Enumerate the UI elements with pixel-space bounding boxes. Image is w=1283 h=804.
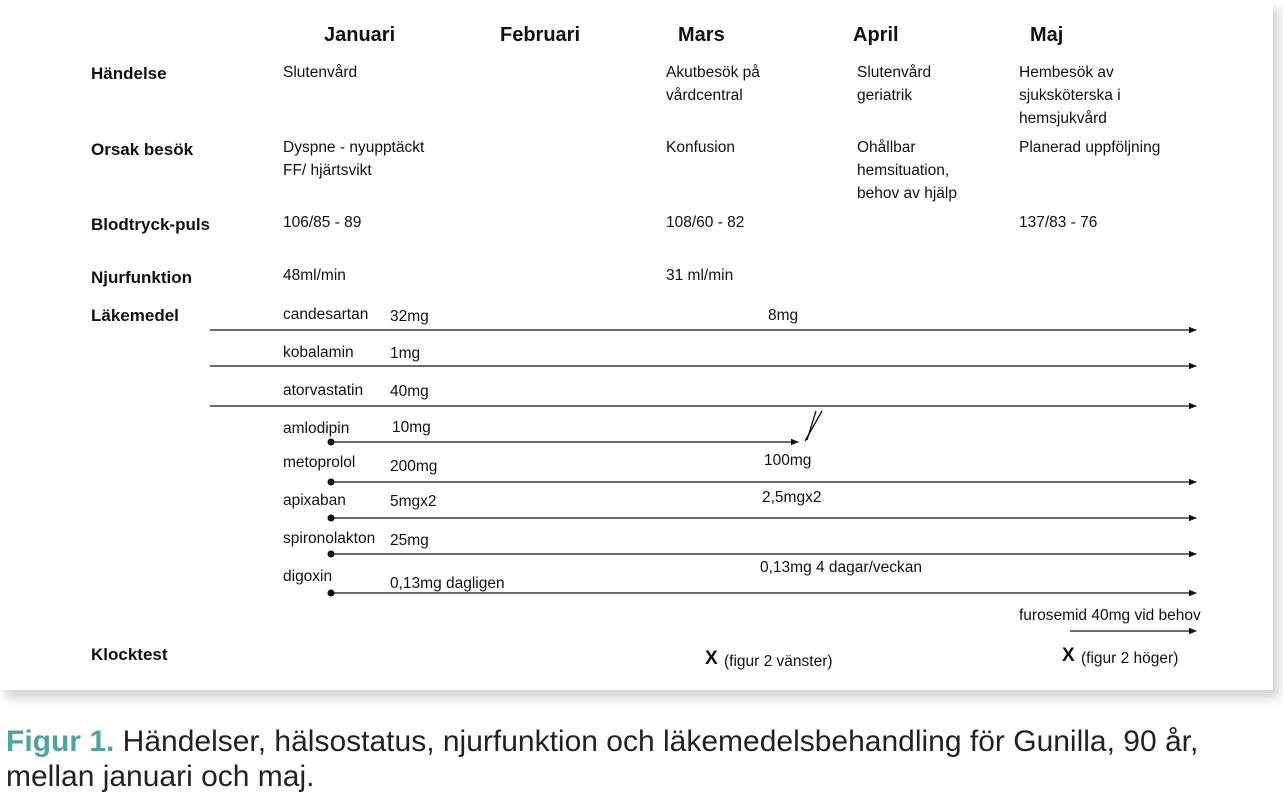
drug-name-amlodipin: amlodipin [283,420,350,437]
row-label-njurfunktion: Njurfunktion [91,268,193,287]
month-april: April [853,24,899,46]
start-dot-apixaban [328,515,335,522]
orsak-maj: Planerad uppföljning [1019,139,1161,156]
month-mars: Mars [678,24,725,46]
handelse-april: Slutenvård geriatrik [857,64,932,104]
start-dot-metoprolol [328,479,335,486]
klocktest-note-left: (figur 2 vänster) [724,653,833,670]
njurfunktion-mars: 31 ml/min [666,267,734,284]
dose-atorvastatin-1: 40mg [390,383,429,400]
month-maj: Maj [1030,24,1064,46]
row-label-klocktest: Klocktest [91,645,168,664]
handelse-januari: Slutenvård [283,64,358,81]
orsak-mars: Konfusion [666,139,735,156]
drug-name-kobalamin: kobalamin [283,344,354,361]
dose-apixaban-2: 2,5mgx2 [762,489,822,506]
row-label-handelse: Händelse [91,64,167,83]
blodtryck-januari: 106/85 - 89 [283,214,362,231]
month-februari: Februari [500,24,581,46]
stop-mark-amlodipin-2 [805,411,822,441]
orsak-januari: Dyspne - nyupptäckt FF/ hjärtsvikt [283,139,425,179]
row-label-orsak: Orsak besök [91,140,194,159]
row-label-lakemedel: Läkemedel [91,306,179,325]
dose-metoprolol-2: 100mg [764,452,812,469]
njurfunktion-januari: 48ml/min [283,267,346,284]
dose-digoxin-1: 0,13mg dagligen [390,575,505,592]
start-dot-spironolakton [328,551,335,558]
start-dot-amlodipin [328,439,335,446]
dose-candesartan-2: 8mg [768,307,799,324]
drug-name-spironolakton: spironolakton [283,530,376,547]
blodtryck-mars: 108/60 - 82 [666,214,745,231]
orsak-april: Ohållbar hemsituation, behov av hjälp [857,139,957,202]
caption-text: Händelser, hälsostatus, njurfunktion och läkemedelsbehandling för Gunilla, 90 år, mellan januari och maj. [6,725,1199,793]
drug-name-digoxin: digoxin [283,568,333,585]
dose-apixaban-1: 5mgx2 [390,493,437,510]
dose-kobalamin-1: 1mg [390,345,421,362]
dose-digoxin-2: 0,13mg 4 dagar/veckan [760,559,922,576]
handelse-mars: Akutbesök på vårdcentral [666,64,760,104]
handelse-maj: Hembesök av sjuksköterska i hemsjukvård [1019,64,1121,127]
month-januari: Januari [324,24,396,46]
dose-amlodipin-1: 10mg [392,419,431,436]
caption-label: Figur 1. [6,725,115,758]
blodtryck-maj: 137/83 - 76 [1019,214,1098,231]
drug-name-apixaban: apixaban [283,492,346,509]
figure-caption [6,724,1276,794]
drug-name-atorvastatin: atorvastatin [283,382,364,399]
dose-spironolakton-1: 25mg [390,532,429,549]
drug-name-candesartan: candesartan [283,306,369,323]
start-dot-digoxin [328,590,335,597]
furosemid-label: furosemid 40mg vid behov [1019,607,1201,624]
klocktest-note-right: (figur 2 höger) [1081,650,1179,667]
drug-name-metoprolol: metoprolol [283,454,356,471]
klocktest-mark-maj: X [1062,645,1075,666]
dose-candesartan-1: 32mg [390,308,429,325]
dose-metoprolol-1: 200mg [390,458,438,475]
klocktest-mark-mars: X [705,648,718,669]
row-label-blodtryck: Blodtryck-puls [91,215,211,234]
